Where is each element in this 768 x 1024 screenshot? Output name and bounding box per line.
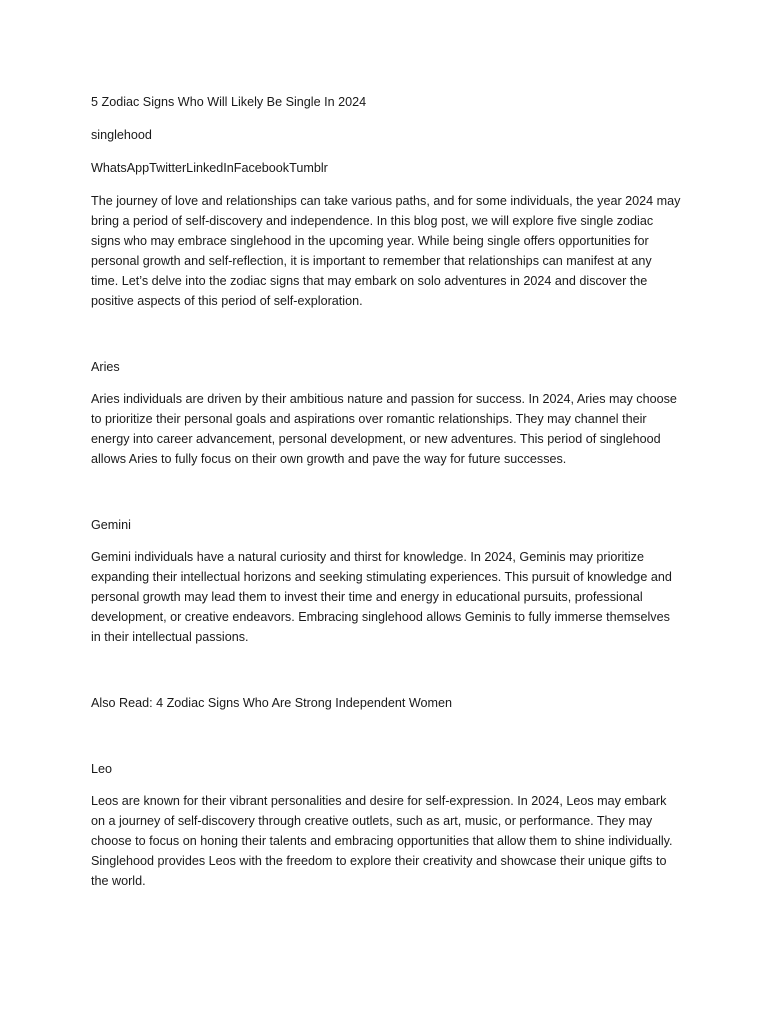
intro-paragraph: The journey of love and relationships can take various paths, and for some individuals, the year 2024 may bring a period of self-discovery and independence. In this blog post, we will explore five single zodiac signs who may embrace singlehood in the upcoming year. While being single offers opportunities for personal growth and self-reflection, it is important to remember that relationships can manifest at any time. Let’s delve into the zodiac signs that may embark on solo adventures in 2024 and discover the positive aspects of this period of self-exploration. [91,194,681,308]
section-heading-aries: Aries [91,360,120,374]
spacer [91,647,681,693]
document-title: 5 Zodiac Signs Who Will Likely Be Single In 2024 [91,95,367,109]
spacer [91,311,681,357]
tag-label: singlehood [91,128,152,142]
also-read-link[interactable]: Also Read: 4 Zodiac Signs Who Are Strong Independent Women [91,696,452,710]
spacer [91,469,681,515]
section-body-aries: Aries individuals are driven by their ambitious nature and passion for success. In 2024, Aries may choose to prioritize their personal goals and aspirations over romantic relationships. They may channel their energy into career advancement, personal development, or new adventures. This period of singlehood allows Aries to fully focus on their own growth and pave the way for future successes. [91,392,677,466]
spacer [91,713,681,759]
share-links[interactable]: WhatsAppTwitterLinkedInFacebookTumblr [91,161,328,175]
section-body-leo: Leos are known for their vibrant personalities and desire for self-expression. In 2024, Leos may embark on a journey of self-discovery through creative outlets, such as art, music, or performance. They may choose to focus on honing their talents and embracing opportunities that allow them to shine individually. Singlehood provides Leos with the freedom to explore their creativity and showcase their unique gifts to the world. [91,794,673,888]
document-content [91,92,681,891]
section-heading-leo: Leo [91,762,113,776]
spacer [91,377,681,389]
spacer [91,535,681,547]
section-body-gemini: Gemini individuals have a natural curiosity and thirst for knowledge. In 2024, Geminis may prioritize expanding their intellectual horizons and seeking stimulating experiences. This pursuit of knowledge and personal growth may lead them to invest their time and energy in educational pursuits, professional development, or creative endeavors. Embracing singlehood allows Geminis to fully immerse themselves in their intellectual passions. [91,550,672,644]
spacer [91,779,681,791]
section-heading-gemini: Gemini [91,518,131,532]
